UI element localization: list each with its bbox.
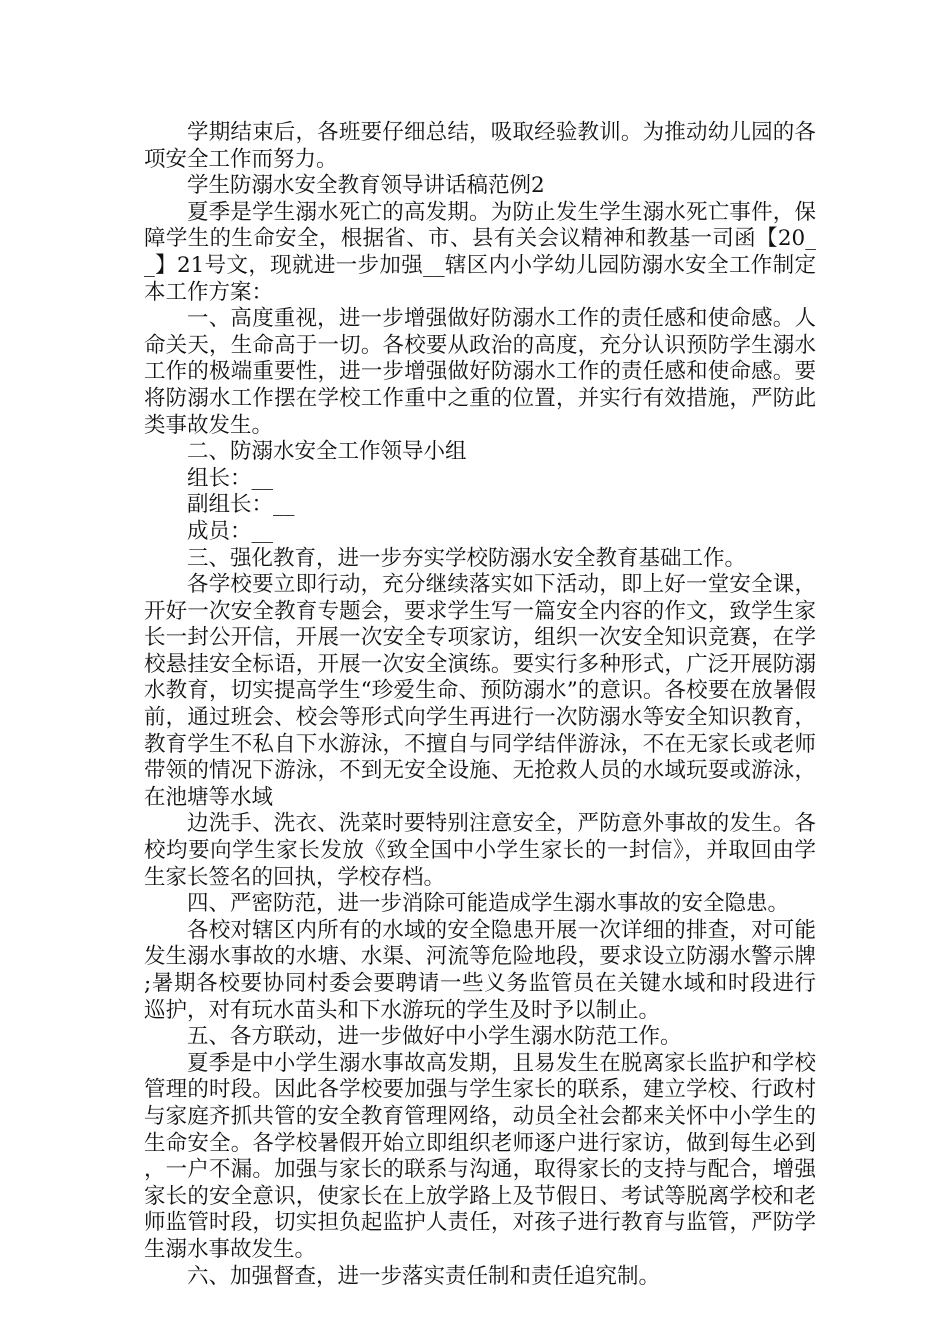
paragraph-point-4-body: 各校对辖区内所有的水域的安全隐患开展一次详细的排查，对可能发生溺水事故的水塘、水渠、河流等危险地段，要求设立防溺水警示牌;暑期各校要协同村委会要聘请一些义务监管员在关键水域和时段进行巡护，对有玩水苗头和下水游玩的学生及时予以制止。 xyxy=(144,917,816,1023)
paragraph-point-3-body: 各学校要立即行动，充分继续落实如下活动，即上好一堂安全课，开好一次安全教育专题会，要求学生写一篇安全内容的作文，致学生家长一封公开信，开展一次安全专项家访，组织一次安全知识竞赛，在学校悬挂安全标语，开展一次安全演练。要实行多种形式，广泛开展防溺水教育，切实提高学生“珍爱生命、预防溺水”的意识。各校要在放暑假前，通过班会、校会等形式向学生再进行一次防溺水等安全知识教育，教育学生不私自下水游泳，不擅自与同学结伴游泳，不在无家长或老师带领的情况下游泳，不到无安全设施、无抢救人员的水域玩耍或游泳，在池塘等水域 xyxy=(144,572,816,810)
deputy-leader-line: 副组长：__ xyxy=(187,492,295,518)
section-title: 学生防溺水安全教育领导讲话稿范例2 xyxy=(187,173,545,199)
heading-leadership-group: 二、防溺水安全工作领导小组 xyxy=(187,439,467,465)
paragraph-summary: 学期结束后，各班要仔细总结，吸取经验教训。为推动幼儿园的各项安全工作而努力。 xyxy=(144,120,816,172)
heading-point-5: 五、各方联动，进一步做好中小学生溺水防范工作。 xyxy=(187,1024,682,1050)
leader-line: 组长：__ xyxy=(187,465,274,491)
paragraph-intro: 夏季是学生溺水死亡的高发期。为防止发生学生溺水死亡事件，保障学生的生命安全，根据省、市、县有关会议精神和教基一司函【20__】21号文，现就进一步加强__辖区内小学幼儿园防溺水安全工作制定本工作方案： xyxy=(144,199,816,305)
paragraph-point-3-continued: 边洗手、洗衣、洗菜时要特别注意安全，严防意外事故的发生。各校均要向学生家长发放《致全国中小学生家长的一封信》，并取回由学生家长签名的回执，学校存档。 xyxy=(144,811,816,890)
heading-point-6: 六、加强督查，进一步落实责任制和责任追究制。 xyxy=(187,1263,661,1289)
paragraph-point-1: 一、高度重视，进一步增强做好防溺水工作的责任感和使命感。人命关天，生命高于一切。各校要从政治的高度，充分认识预防学生溺水工作的极端重要性，进一步增强做好防溺水工作的责任感和使命感。要将防溺水工作摆在学校工作重中之重的位置，并实行有效措施，严防此类事故发生。 xyxy=(144,306,816,438)
members-line: 成员：__ xyxy=(187,518,274,544)
document-body xyxy=(144,120,816,1290)
paragraph-point-5-body: 夏季是中小学生溺水事故高发期，且易发生在脱离家长监护和学校管理的时段。因此各学校要加强与学生家长的联系，建立学校、行政村与家庭齐抓共管的安全教育管理网络，动员全社会都来关怀中小学生的生命安全。各学校暑假开始立即组织老师逐户进行家访，做到每生必到，一户不漏。加强与家长的联系与沟通，取得家长的支持与配合，增强家长的安全意识，使家长在上放学路上及节假日、考试等脱离学校和老师监管时段，切实担负起监护人责任，对孩子进行教育与监管，严防学生溺水事故发生。 xyxy=(144,1050,816,1262)
heading-point-4: 四、严密防范，进一步消除可能造成学生溺水事故的安全隐患。 xyxy=(187,891,790,917)
heading-point-3: 三、强化教育，进一步夯实学校防溺水安全教育基础工作。 xyxy=(187,545,747,571)
